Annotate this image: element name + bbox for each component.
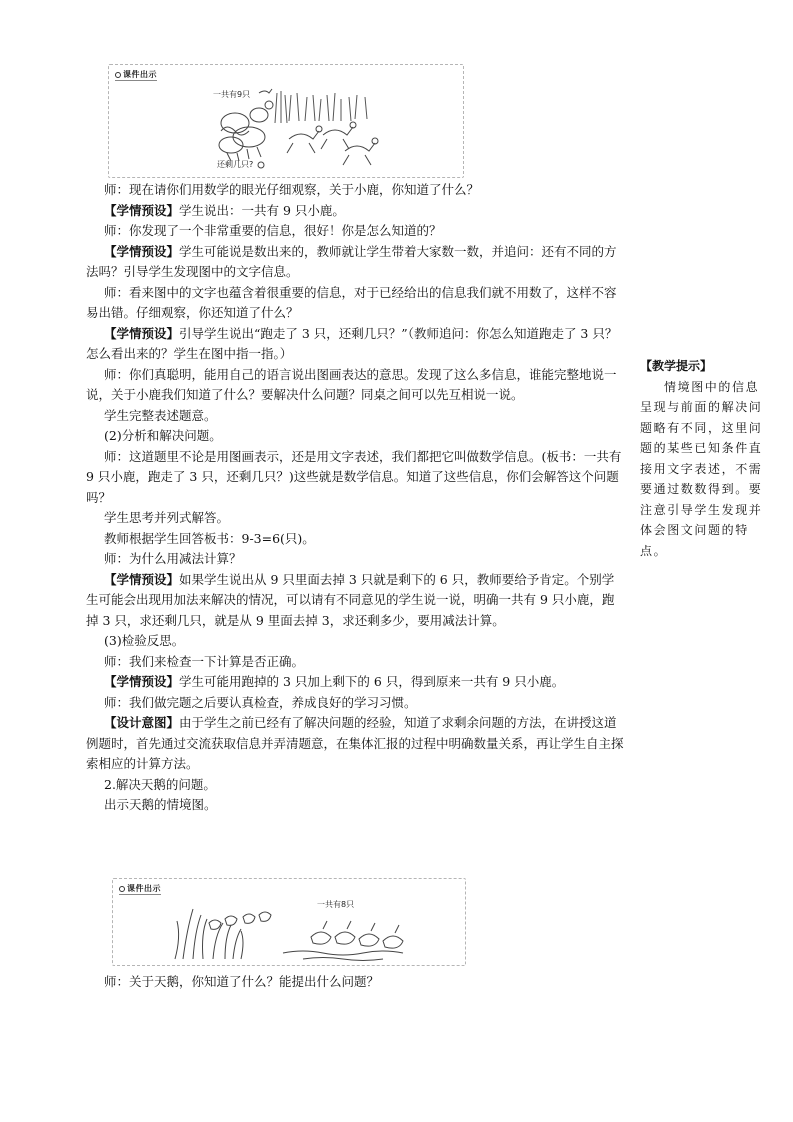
swan-illustration xyxy=(113,879,465,965)
courseware-label: 课件出示 xyxy=(115,69,157,81)
courseware-label: 课件出示 xyxy=(119,883,161,895)
paragraph: (3)检验反思。 xyxy=(104,633,185,648)
paragraph: 出示天鹅的情境图。 xyxy=(104,797,217,812)
paragraph: 【学情预设】学生可能用跑掉的 3 只加上剩下的 6 只，得到原来一共有 9 只小鹿。 xyxy=(104,674,565,689)
paragraph: 师：我们来检查一下计算是否正确。 xyxy=(104,653,305,669)
courseware-figure-swans xyxy=(112,878,466,966)
paragraph: 【设计意图】由于学生之前已经有了解决问题的经验，知道了求剩余问题的方法，在讲授这道例题时，首先通过交流获取信息并弄清题意，在集体汇报的过程中明确数量关系，再让学生自主探索相应的计算方法。 xyxy=(86,715,624,771)
teaching-tip-body: 情境图中的信息呈现与前面的解决问题略有不同，这里问题的某些已知条件直接用文字表述，不需要通过数数得到。要注意引导学生发现并体会图文问题的特点。 xyxy=(640,379,763,558)
swan-caption-total: 一共有8只 xyxy=(317,900,355,909)
tag-label: 【学情预设】 xyxy=(104,243,180,259)
paragraph: 【学情预设】学生可能说是数出来的，教师就让学生带着大家数一数，并追问：还有不同的方法吗？引导学生发现图中的文字信息。 xyxy=(86,243,617,279)
teaching-tip-title: 【教学提示】 xyxy=(640,359,713,373)
tag-label: 【学情预设】 xyxy=(104,325,180,341)
paragraph: 师：为什么用减法计算？ xyxy=(104,551,242,566)
deer-illustration xyxy=(109,65,463,177)
paragraph: 【学情预设】引导学生说出“跑走了 3 只，还剩几只？”（教师追问：你怎么知道跑走了 3 只？怎么看出来的？学生在图中指一指。） xyxy=(86,325,618,361)
paragraph: 学生思考并列式解答。 xyxy=(104,510,230,525)
paragraph: 教师根据学生回答板书：9-3=6(只)。 xyxy=(104,530,315,546)
paragraph: 2.解决天鹅的问题。 xyxy=(104,776,216,792)
courseware-figure-deer xyxy=(108,64,464,178)
final-paragraph: 师：关于天鹅，你知道了什么？能提出什么问题？ xyxy=(104,974,380,989)
paragraph: 【学情预设】如果学生说出从 9 只里面去掉 3 只就是剩下的 6 只，教师要给予肯定。个别学生可能会出现用加法来解决的情况，可以请有不同意见的学生说一说，明确一共有 9 只小鹿，跑掉 3 只，求还剩几只，就是从 9 里面去掉 3，求还剩多少，要用减法计算。 xyxy=(86,571,615,628)
paragraph: 师：看来图中的文字也蕴含着很重要的信息，对于已经给出的信息我们就不用数了，这样不容易出错。仔细观察，你还知道了什么？ xyxy=(86,284,617,320)
deer-caption-total: 一共有9只 xyxy=(213,90,251,99)
paragraph: 师：你发现了一个非常重要的信息，很好！你是怎么知道的？ xyxy=(104,223,442,238)
paragraph: (2)分析和解决问题。 xyxy=(104,428,222,443)
paragraph: 【学情预设】学生说出：一共有 9 只小鹿。 xyxy=(104,202,345,218)
paragraph: 师：我们做完题之后要认真检查，养成良好的学习习惯。 xyxy=(104,694,417,710)
paragraph: 师：现在请你们用数学的眼光仔细观察，关于小鹿，你知道了什么？ xyxy=(104,182,480,197)
paragraph: 师：你们真聪明，能用自己的语言说出图画表达的意思。发现了这么多信息，谁能完整地说一说，关于小鹿我们知道了什么？要解决什么问题？同桌之间可以先互相说一说。 xyxy=(86,366,617,402)
paragraph: 师：这道题里不论是用图画表示，还是用文字表述，我们都把它叫做数学信息。(板书：一共有 9 只小鹿，跑走了 3 只，还剩几只？)这些就是数学信息。知道了这些信息，你们会解答这个问题吗？ xyxy=(86,448,622,505)
tag-label: 【设计意图】 xyxy=(104,715,180,730)
tag-label: 【学情预设】 xyxy=(104,571,180,587)
main-text-column xyxy=(86,180,626,816)
tag-label: 【学情预设】 xyxy=(104,202,180,218)
paragraph: 学生完整表述题意。 xyxy=(104,407,217,423)
teaching-tip-sidebar xyxy=(640,356,764,561)
tag-label: 【学情预设】 xyxy=(104,674,180,689)
deer-caption-remaining: 还剩几只? xyxy=(217,160,254,169)
